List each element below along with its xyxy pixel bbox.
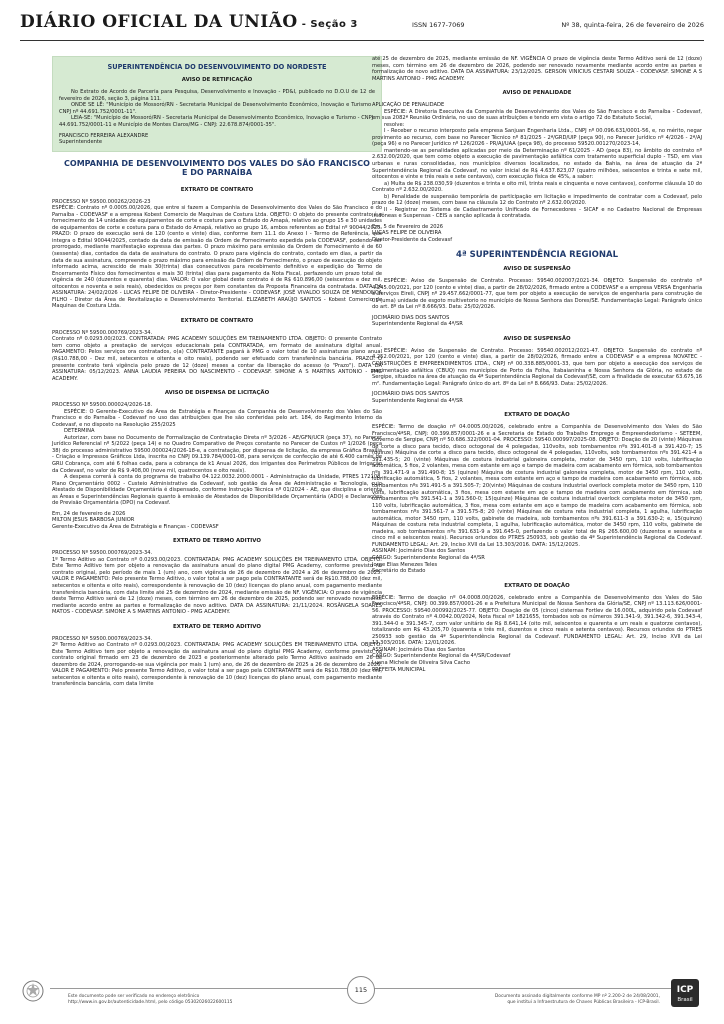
footer-signature-note [495, 994, 660, 1006]
adl-p2: Autorizar, com base no Documento de Formalização de Contratação Direta nº 3/2026 - AE/GFN/UCR (peça 37), no Parecer Jurídico Referencial nº 5/2022 (peça 14) e no Quadro Comparativo de Preços constante no Parecer de Custos nº 1/2026 (peça 38) do processo administrativo 59500.000024/2026-18-e, a contratação, por dispensa de licitação, da empresa Gráfica Brasília - Criação e Impressos Gráficos Ltda, inscrita no CNPJ 09.139.784/0001-08, para serviços de confecção de até 6.400 carnês de GRU Cobrança, com até 6 folhas cada, para a cobrança de k1 Anual 2026, dos irrigantes dos Perímetros Públicos de Irrigação da Codevasf, no valor de R$ 9.408,00 (nove mil, quatrocentos e oito reais). [52, 434, 382, 474]
as1-title: AVISO DE SUSPENSÃO [503, 266, 571, 273]
eta2-body: 2º Termo Aditivo ao Contrato nº 0.0293.00/2023. CONTRATADA: PMG ACADEMY SOLUÇÕES EM TREINAMENTO LTDA. OBJETO: Este Termo Aditivo tem por objeto a renovação da assinatura anual do plano digital PMG Academy, conforme previsto no contrato original firmado em 23 de dezembro de 2023 e posteriormente alterado pelo Termo Aditivo assinado em 26 de dezembro de 2024, prorrogando-se sua vigência por mais 1 (um) ano, de 26 de dezembro de 2025 a 26 de dezembro de 2026. VALOR E PAGAMENTO: Pelo presente Termo Aditivo, o valor total a ser pago pela CONTRATANTE será de R$10.788,00 (dez mil, setecentos e oitenta e oito reais), correspondente à renovação de 10 (dez) licenças do plano anual, com pagamento mediante transferência bancária, com data limite [52, 642, 382, 688]
sudene-p3: LEIA-SE: "Município de Mossoró/RN - Secretaria Municipal de Desenvolvimento Econômico, Inovação e Turismo - CNPJ: 44.691.752/0001-11 e Município de Montes Claros/MG - CNPJ: 22.678.874/0001-35". [59, 115, 375, 128]
ap-lead: APLICAÇÃO DE PENALIDADE [372, 102, 445, 109]
eta2-title: EXTRATO DE TERMO ADITIVO [173, 623, 261, 630]
footer-verification [68, 994, 232, 1006]
ec1-body: ESPÉCIE: Contrato nº 0.0005.00/2026, que entre si fazem a Companhia de Desenvolvimento dos Vales do São Francisco e do Parnaíba - CODEVASF e a empresa Kobest Comercio de Maquinas de Costura Ltda. OBJETO: O objeto do presente contrato é o fornecimento de 14 unidades de equipamentos de corte e costura para o Estado do Amapá, relativo ao grupo 15 e 30 unidades de equipamentos de corte e costura para o Estado do Amapá, relativo ao grupo 16, ambos referentes ao Edital nº 90044/2025. PRAZO: O prazo de execução será de 120 (cento e vinte) dias, conforme item 11.1 do Anexo I - Termo de Referência, que integra o Edital 90044/2025, contado da data de emissão da Ordem de Fornecimento expedida pela CODEVASF, podendo ser prorrogado, mediante manifestação expressa das partes. O prazo máximo para emissão da Ordem de Fornecimento é de 60 (sessenta) dias, contados da data de assinatura do contrato. O prazo para vigência do contrato, contado em dias, a partir da data de sua assinatura, compreende o prazo máximo para emissão da Ordem de Fornecimento, o prazo de execução do objeto informado acima, acrescido de mais 30(trinta) dias consecutivos para recebimento definitivo e expedição do Termo de Encerramento Físico dos fornecimentos e mais 30 (trinta) dias para pagamento da Nota Fiscal, perfazendo um prazo total de vigência de 240 (duzentos e quarenta) dias. VALOR: O valor global deste contrato é de R$ 610.896,00 (seiscentos e dez mil, oitocentos e noventa e seis reais), obedecidos os preços por item constantes da Proposta Financeira da contratada. DATA DA ASSINATURA: 24/02/2026 - LUCAS FELIPE DE OLIVEIRA - Diretor-Presidente - CODEVASF. JOSÉ VIVALDO SOUZA DE MENDONÇA FILHO - Diretor da Área de Revitalização e Desenvolvimento Territorial. ELIZABETH ARAÚJO SANTOS - Kobest Comercio de Maquinas de Costura Ltda. [52, 205, 382, 310]
page-header [20, 8, 704, 41]
ed1-body: ESPÉCIE: Termo de doação nº 04.0005.00/2026, celebrado entre a Companhia de Desenvolvimento dos Vales do São Francisco/4ªSR, CNPJ: 00.399.857/0001-26 e a Secretaria de Estado do Trabalho Emprego e Empreendedorismo - SETEEM, Governo de Sergipe, CNPJ nº 50.686.322/0001-04. PROCESSO: 59540.000997/2025-08. OBJETO: Doação de 20 (vinte) Máquinas de corte a disco para tecido, disco octogonal de 4 polegadas, 110volts, sob tombamentos nºs 391.401-8 a 391.420-7; 15 (quinze) Máquina de corte a disco para tecido, disco octogonal de 4 polegadas, 110volts, sob tombamentos nºs 391.421-4 a 391.435-5; 20 (vinte) Máquinas de costura industrial galoneira completa, motor de 3450 rpm, 110 volts, lubrificação automática, 5 fios, 2 volantes, mesa com estante em aço e tampo de madeira com acabamento em fórmica, sob tombamentos nºs 391.471-9 a 391.490-8; 15 (quinze) Máquina de costura industrial galoneira completa, motor de 3450 rpm, 110 volts, lubrificação automática, 5 fios, 2 volantes, mesa com estante em aço e tampo de madeira com acabamento em fórmica, sob tombamentos nºs 391.491-5 a 391.505-7; 20(vinte) Máquinas de costura industrial overlock completa motor de 3450 rpm, 110 volts, lubrificação automática, 3 fios, mesa com estante em aço e tampo de madeira com acabamento em fórmica, sob tombamentos nºs 391.541-1 a 391.560-0; 15(quinze) Máquinas de costura industrial overlock completa motor de 3450 rpm, 110 volts, lubrificação automática, 3 fios, mesa com estante em aço e tampo de madeira com acabamento em fórmica, sob tombamentos nºs 391.561-7 a 391.575-8; 20 (vinte) Máquinas de costura reta industrial completa, 1 agulha, lubrificação automática, motor 3450 rpm, 110 volts, gabinete de madeira, sob tombamentos nºs 391.611-3 a 391.630-2; e, 15(quinze) Máquinas de costura reta industrial completa, 1 agulha, lubrificação automática, motor de 3450 rpm, 110 volts, gabinete de madeira, sob tombamentos nºs 391.631-9 a 391.645-0, perfazendo o valor total de R$ 265.600,00 (duzentos e sessenta e cinco mil e seiscentos reais). Recursos oriundos do PTRES 250933, sob gestão da 4ª Superintendência Regional da Codevasf. FUNDAMENTO LEGAL: Art. 29, Inciso XVII da Lei 13.303/2016. DATA: 15/12/2025. [372, 424, 702, 548]
masthead [20, 12, 358, 32]
adl-date: Em, 24 de fevereiro de 2026 [52, 510, 126, 517]
ec1-title: EXTRATO DE CONTRATO [180, 186, 254, 193]
section-label: - Seção 3 [297, 19, 358, 30]
ap-title: AVISO DE PENALIDADE [502, 90, 572, 97]
ed2-sign-2: CARGO: Superintendente Regional da 4ª/SR/Codevasf [372, 653, 511, 660]
icp-logo-bottom: Brasil [677, 997, 693, 1003]
sudene-p1: No Extrato de Acordo de Parceria para Pesquisa, Desenvolvimento e Inovação - PD&I, publicado no D.O.U de 12 de fevereiro de 2026, seção 3, página 111. [59, 89, 375, 102]
eta1-title: EXTRATO DE TERMO ADITIVO [173, 538, 261, 545]
eta2-process: PROCESSO Nº 59500.000769/2023-34. [52, 635, 153, 642]
ap-signer-role: Diretor-Presidente da Codevasf [372, 236, 453, 243]
sudene-p2: ONDE SE LÊ: "Município de Mossoró/RN - Secretaria Municipal de Desenvolvimento Econômico, Inovação e Turismo - CNPJ nº 44.691.752/0001-11". [59, 102, 375, 115]
eta1-body: 1º Termo Aditivo ao Contrato nº 0.0293.00/2023. CONTRATADA: PMG ACADEMY SOLUÇÕES EM TREINAMENTO LTDA. OBJETO: Este Termo Aditivo tem por objeto a renovação da assinatura anual do plano digital PMG Academy, conforme previsto no contrato original, pelo período de mais 1 (um) ano, com vigência de 26 de dezembro de 2024 a 26 de dezembro de 2025. VALOR E PAGAMENTO: Pelo presente Termo Aditivo, o valor total a ser pago pela CONTRATANTE será de R$10.788,00 (dez mil, setecentos e oitenta e oito reais), correspondente à renovação de 10 (dez) licenças do plano anual, com pagamento mediante transferência bancária, com data limite até 25 de dezembro de 2024, mediante emissão de NF. VIGÊNCIA: O prazo de vigência deste Termo Aditivo será de 12 (doze) meses, com término em 26 de dezembro de 2025, podendo ser renovado novamente mediante acordo entre as partes e formalização de novo aditivo. DATA DA ASSINATURA: 21/11/2024. ROSÂNGELA SOARES MATOS - CODEVASF. SIMONE A S MARTINS ANTONIO - PMG ACADEMY. [52, 556, 382, 616]
ap-item-a: a) Multa de R$ 238.030,59 (duzentos e trinta e oito mil, trinta reais e cinquenta e nove centavos), conforme cláusula 10 do Contrato nº 2.632.00/2020. [372, 180, 702, 194]
sudene-signer-role: Superintendente [59, 139, 103, 146]
ed2-title: EXTRATO DE DOAÇÃO [504, 582, 570, 589]
ed1-sign-2: CARGO: Superintendente Regional da 4ª/SR [372, 555, 485, 562]
sudene-notice-title: AVISO DE RETIFICAÇÃO [181, 77, 253, 84]
ap-p1: ESPÉCIE: A Diretoria Executiva da Companhia de Desenvolvimento dos Vales do São Francisco e do Parnaíba - Codevasf, em sua 2082ª Reunião Ordinária, no uso de suas atribuições e tendo em vista o artigo 72 do Estatuto Social, [372, 108, 702, 122]
ap-resolve: resolve: [384, 121, 405, 128]
as2-title: AVISO DE SUSPENSÃO [503, 336, 571, 342]
icp-logo-top: ICP [676, 985, 694, 995]
page-footer [20, 976, 704, 1020]
as1-body: ESPÉCIE: Aviso de Suspensão de Contrato. Processo: 59540.002007/2021-34. OBJETO: Suspensão do contrato nº 4.245.00/2021, por 120 (cento e vinte) dias, a partir de 28/02/2026, firmado entre a CODEVASF e a empresa VERSA Engenharia e Serviços Eireli, CNPJ nº 29.457.662/0001-77, que tem por objeto a execução de serviços de engenharia para construção de 01 (uma) unidade de esgoto multivetorio no município de Nossa Senhora das Dores/SE. Fundamentação Legal: Parágrafo único do art. 8º da Lei nº 8.666/93. Data: 25/02/2026. [372, 278, 702, 311]
ed1-sign-1: ASSINAM: Jocimário Dias dos Santos [372, 548, 466, 555]
ed2-sign-3: Luana Michele de Oliveira Silva Cacho [372, 660, 470, 666]
adl-p1: ESPÉCIE: O Gerente-Executivo da Área de Estratégia e Finanças da Companhia de Desenvolvimento dos Vales do São Francisco e do Parnaíba - Codevasf no uso das atribuições que lhe são conferidas pelo art. 184, do Regimento Interno da Codevasf, e no disposto na Resolução 255/2025 [52, 408, 382, 428]
ed1-sign-3: Jorge Elias Menezes Teles [372, 561, 438, 568]
ed2-sign-1: ASSINAM: Jocimário Dias dos Santos [372, 646, 466, 653]
adl-signer: MILTON JESUS BARBOSA JUNIOR [52, 517, 135, 524]
as1-signer-role: Superintendente Regional da 4ª/SR [372, 321, 463, 328]
ed2-sign-4: PREFEITA MUNICIPAL [372, 666, 426, 673]
issn: ISSN 1677-7069 [412, 21, 465, 29]
as1-signer: JOCIMÁRIO DIAS DOS SANTOS [372, 314, 450, 321]
page-number: 115 [347, 976, 375, 1004]
adl-determina: DETERMINA [64, 428, 95, 435]
as2-body: ESPÉCIE: Aviso de Suspensão de Contrato. Processo: 59540.002012/2021-47. OBJETO: Suspensão do contrato nº 4.252.00/2021, por 120 (cento e vinte) dias, a partir de 28/02/2026, firmado entre a CODEVASF e a empresa NOVATEC - CONSTRUÇÕES E EMPREENDIMENTOS LTDA., CNPJ nº 00.338.885/0001-33, que tem por objeto a execução dos serviços de pavimentação asfáltica (CBUQ) nos municípios de Porto da Folha, Itabaianinha e Nossa Senhora da Glória, no estado de Sergipe, situados na área de atuação da 4ª Superintendência Regional da Codevasf/SE, com a finalidade de executar 63.675,16 m². Fundamentação Legal: Parágrafo único do art. 8º da Lei nº 8.666/93. Data: 25/02/2026. [372, 347, 702, 387]
ed2-body: ESPÉCIE: Termo de doação nº 04.0008.00/2026, celebrado entre a Companhia de Desenvolvimento dos Vales do São Francisco/4ªSR, CNPJ: 00.399.857/0001-26 e a Prefeitura Municipal de Nossa Senhora da Glória/SE, CNPJ nº 13.113.626/0001-56. PROCESSO: 59540.000992/2025-77. OBJETO: Doação de 05 (cinco) cisternas Fortlev de 16.000L, adquirido pela Codevasf através do Contrato nº 4.0042.00/2024, Nota fiscal nº 1821655, tombados sob os números 391.341-9, 391.342-6, 391.343-4, 391.344-0 e 391.345-7, com valor unitário de R$ 8.641,14 (oito mil, seiscentos e quarenta e um reais e quatorze centavos), totalizando em R$ 43.205,70 (quarenta e três mil, duzentos e cinco reais e setenta centavos). Recursos oriundos do PTRES 250933 sob gestão da 4ª Superintendência Regional da Codevasf. FUNDAMENTO LEGAL: Art. 29, Inciso XVII da Lei 13.303/2016. DATA: 12/01/2026. [372, 594, 702, 647]
codevasf-title: COMPANHIA DE DESENVOLVIMENTO DOS VALES DO SÃO FRANCISCO E DO PARNAÍBA [64, 158, 370, 178]
ec2-process: PROCESSO Nº 59500.000769/2023-34. [52, 329, 153, 336]
edition-date: Nº 38, quinta-feira, 26 de fevereiro de 2026 [561, 21, 704, 29]
left-column [52, 56, 382, 688]
eta2-continuation: até 25 de dezembro de 2025, mediante emissão de NF. VIGÊNCIA O prazo de vigência deste Termo Aditivo será de 12 (doze) meses, com término em 26 de dezembro de 2026, podendo ser renovado novamente mediante acordo entre as partes e formalização de novo aditivo. DATA DA ASSINATURA: 23/12/2025. GERSON VINICIUS CESTARI SOUZA - CODEVASF. SIMONE A S MARTINS ANTONIO - PMG ACADEMY. [372, 56, 702, 82]
ap-date: Em, 5 de Fevereiro de 2026 [372, 223, 444, 230]
region-title: 4ª SUPERINTENDÊNCIA REGIONAL [455, 249, 618, 260]
masthead-title: DIÁRIO OFICIAL DA UNIÃO [20, 12, 298, 32]
adl-p3: A despesa correrá à conta do programa de trabalho 04.122.0032.2000.0001 - Administração da Unidade, PTRES 172108, Plano Orçamentário 0002 - Custeio Administrativo da Codevasf, sob gestão da Área de Administração e Tecnologia, cujo Atestado de Disponibilidade Orçamentária é dispensado, conforme Instrução Técnica nº 01/2024 - AE, que disciplina e orienta as Áreas e Superintendências Regionais quanto à emissão de Atestados de Disponibilidade Orçamentária (ADO) e Declarações de Previsão Orçamentária (DPO) na Codevasf. [52, 474, 382, 507]
ap-item-b: b) Penalidade de suspensão temporária de participação em licitação e impedimento de contratar com a Codevasf, pelo prazo de 12 (doze) meses, com base na cláusula 12 do Contrato nº 2.632.00/2020. [372, 193, 702, 207]
sudene-box [52, 56, 382, 152]
right-column [372, 56, 702, 673]
eta1-process: PROCESSO Nº 59500.000769/2023-34. [52, 550, 153, 557]
sudene-org: SUPERINTENDÊNCIA DO DESENVOLVIMENTO DO NORDESTE [107, 63, 327, 71]
icp-brasil-logo-icon [670, 978, 700, 1008]
ap-signer: LUCAS FELIPE DE OLIVEIRA [372, 230, 442, 237]
ap-p2: I - Receber o recurso interposto pela empresa Sanjuan Engenharia Ltda., CNPJ nº 00.096.631/0001-56, e, no mérito, negar provimento ao recurso, com base no Parecer Técnico nº 81/2025 - 2ª/GRD/UIP (peça 90), no Parecer Jurídico nº 4/2026 - 2ª/AJ (peça 96) e no Parecer Jurídico nº 126/2026 - PR/AJ/UAA (peça 98), do processo 59520.001270/2023-14, [372, 128, 702, 148]
as2-signer: JOCIMÁRIO DIAS DOS SANTOS [372, 391, 450, 398]
ec2-body: Contrato nº 0.0293.00/2023. CONTRATADA: PMG ACADEMY SOLUÇÕES EM TREINAMENTO LTDA. OBJETO: O presente Contrato tem como objeto a prestação de serviços educacionais pela CONTRATADA, em formato de assinatura digital anual. PAGAMENTO: Pelos serviços ora contratados, o(a) CONTRATANTE pagará à PMG o valor total de 10 assinaturas plano anual (R$10.788,00 - Dez mil, setecentos e oitenta e oito reais), podendo ser efetuado com transferência bancária. PRAZO: O presente contrato terá vigência pelo prazo de 12 (doze) meses a contar da liberação do acesso (o "Prazo"). DATA DA ASSINATURA: 05/12/2023. ANNA LAUDIA PEREIRA DO NASCIMENTO - CODEVASF. SIMONE A S MARTINS ANTONIO - PMG ACADEMY. [52, 336, 382, 382]
ed1-sign-4: Secretário do Estado [372, 568, 426, 575]
ec1-process: PROCESSO Nº 59500.000262/2026-23 [52, 198, 151, 205]
footer-right-line2: que institui a Infraestrutura de Chaves Públicas Brasileira - ICP-Brasil. [507, 999, 660, 1005]
as2-signer-role: Superintendente Regional da 4ª/SR [372, 397, 463, 404]
ap-item-ii: II - Registrar no Sistema de Cadastramento Unificado de Fornecedores - SICAF e no Cadastro Nacional de Empresas Inidôneas e Suspensas - CEIS a sanção aplicada à contratada. [372, 206, 702, 220]
sudene-signer: FRANCISCO FERREIRA ALEXANDRE [59, 132, 149, 139]
adl-signer-role: Gerente-Executivo da Área de Estratégia e Finanças - CODEVASF [52, 523, 219, 530]
coat-of-arms-icon [22, 980, 44, 1002]
adl-process: PROCESSO Nº 59500.000024/2026-18. [52, 402, 153, 409]
adl-title: AVISO DE DISPENSA DE LICITAÇÃO [164, 390, 270, 397]
ed1-title: EXTRATO DE DOAÇÃO [504, 412, 570, 419]
ap-p3: mantendo-se as penalidades aplicadas por meio da Determinação nº 61/2025 - AD (peça 83), no âmbito do contrato nº 2.632.00/2020, que tem como objeto a execução de pavimentação asfáltica com tratamento superficial duplo - TSD, em vias urbanas e ruras consolidadas, nos municípios diversos localizados, no estado da Bahia, na área de atuação da 2ª Superintendência Regional da Codevasf, no valor inicial de R$ 4.637.823,07 (quatro milhões, seiscentos e trinta e sete mil, oitocentos e vinte e três reais e sete centavos), com execução física de 45%, a saber: [372, 147, 702, 181]
ec2-title: EXTRATO DE CONTRATO [180, 317, 254, 324]
footer-left-line2[interactable]: http://www.in.gov.br/autenticidade.html, pelo código 05302026022600115 [68, 999, 233, 1005]
footer-left-line1: Este documento pode ser verificado no endereço eletrônico [68, 994, 200, 999]
footer-right-line1: Documento assinado digitalmente conforme MP nº 2.200-2 de 24/08/2001, [494, 994, 660, 999]
